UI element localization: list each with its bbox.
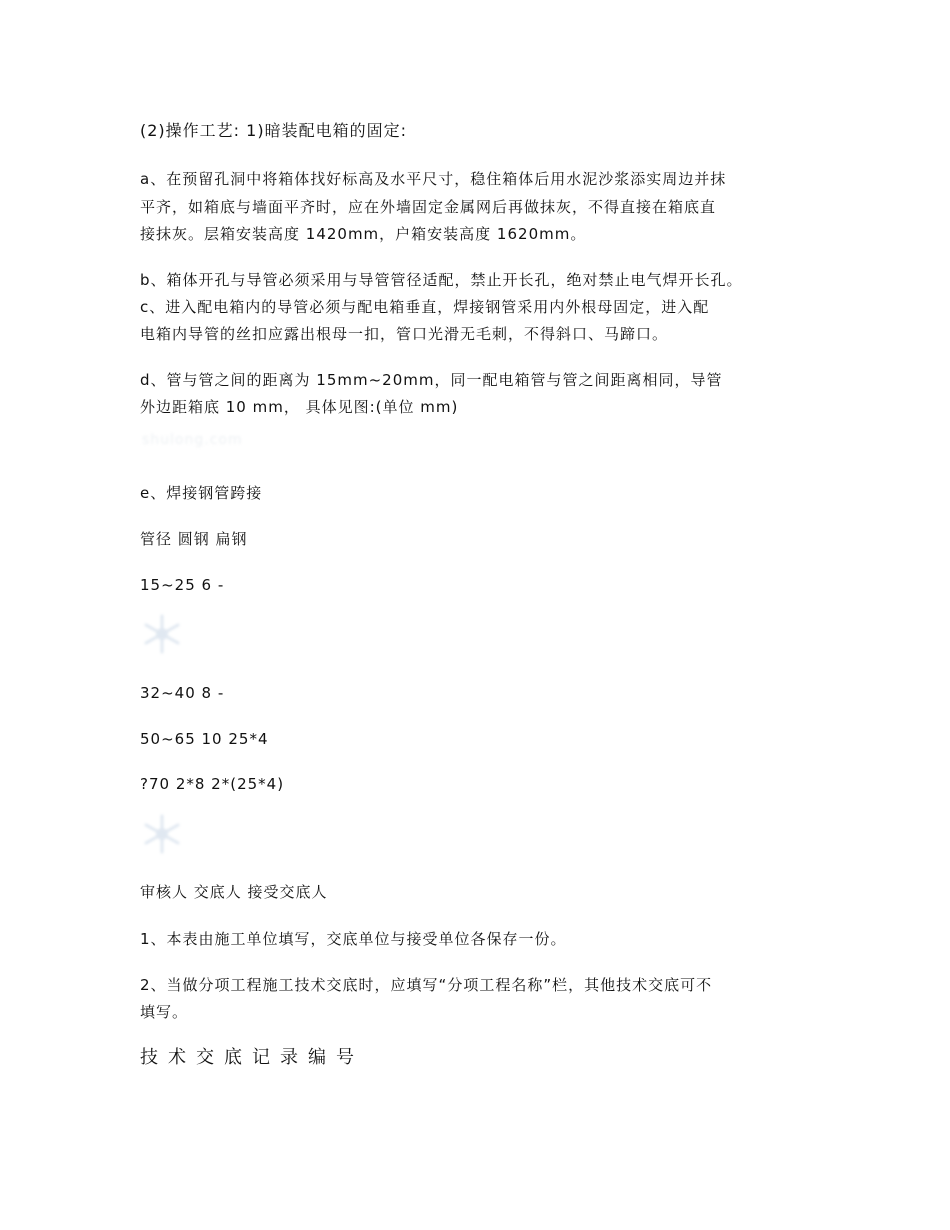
snowflake-watermark-icon [140, 812, 184, 856]
table-row: 50~65 10 25*4 [140, 730, 269, 748]
para-a-line-1: a、在预留孔洞中将箱体找好标高及水平尺寸，稳住箱体后用水泥沙浆添实周边并抹 [140, 170, 727, 188]
para-b-line-2: c、进入配电箱内的导管必须与配电箱垂直，焊接钢管采用内外根母固定，进入配 [140, 298, 710, 316]
table-row: ?70 2*8 2*(25*4) [140, 775, 285, 793]
para-d-line-2: 外边距箱底 10 mm， 具体见图:(单位 mm) [140, 398, 459, 416]
record-title: 技术交底记录编号 [140, 1047, 364, 1068]
para-e: e、焊接钢管跨接 [140, 484, 263, 502]
section-heading: (2)操作工艺: 1)暗装配电箱的固定: [140, 121, 407, 140]
table-row: 32~40 8 - [140, 684, 225, 702]
note-1: 1、本表由施工单位填写，交底单位与接受单位各保存一份。 [140, 930, 567, 948]
signatures-line: 审核人 交底人 接受交底人 [140, 883, 328, 901]
note-2-line-2: 填写。 [140, 1003, 189, 1021]
snowflake-watermark-icon [140, 612, 184, 656]
para-a-line-2: 平齐，如箱底与墙面平齐时，应在外墙固定金属网后再做抹灰，不得直接在箱底直 [140, 198, 717, 216]
table-header: 管径 圆钢 扁钢 [140, 530, 248, 548]
para-b-line-1: b、箱体开孔与导管必须采用与导管管径适配，禁止开长孔，绝对禁止电气焊开长孔。 [140, 271, 743, 289]
table-row: 15~25 6 - [140, 576, 225, 594]
note-2-line-1: 2、当做分项工程施工技术交底时，应填写“分项工程名称”栏，其他技术交底可不 [140, 976, 713, 994]
watermark-text: shulong.com [142, 432, 243, 448]
para-d-line-1: d、管与管之间的距离为 15mm~20mm，同一配电箱管与管之间距离相同，导管 [140, 371, 723, 389]
para-b-line-3: 电箱内导管的丝扣应露出根母一扣，管口光滑无毛刺，不得斜口、马蹄口。 [140, 325, 669, 343]
para-a-line-3: 接抹灰。层箱安装高度 1420mm，户箱安装高度 1620mm。 [140, 225, 587, 243]
